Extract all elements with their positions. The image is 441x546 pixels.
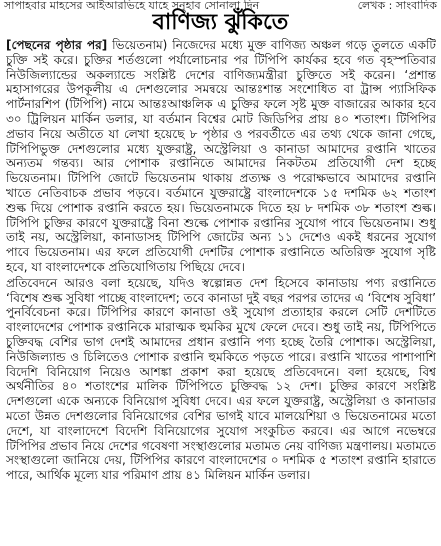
paragraph-1: [6, 38, 436, 275]
top-strip-left-text: সাপাহবার মাহসের আইআরভিহে যাহে সনুহাব সোনালা দিন: [4, 0, 260, 12]
top-strip-author: লেখক : সাংবাদিক: [357, 0, 437, 12]
continued-from-back-page: [পেছনের পৃষ্ঠার পর]: [6, 38, 108, 52]
paragraph-2: [6, 276, 436, 483]
paragraph-2-text: প্রতিবেদনে আরও বলা হয়েছে, যদিও স্বল্পোন্নত দেশ হিসেবে কানাডায় পণ্য রপ্তানিতে ‘বিশেষ শুল্ক সুবিধা পাচ্ছে বাংলাদেশ; তবে কানাডা দুই বছর পরপর তাদের এ ‘বিশেষ সুবিধা’ পুনর্বিবেচনা করে। টিপিপির কারণে কানাডা ওই সুযোগ প্রত্যাহার করলে সেটি দেশটিতে বাংলাদেশের পোশাক রপ্তানিকে মারাত্মক হুমকির মুখে ফেলে দেবে। শুধু তাই নয়, টিপিপিতে চুক্তিবদ্ধ বেশির ভাগ দেশই আমাদের প্রধান রপ্তানি পণ্য হচ্ছে তৈরি পোশাক। অস্ট্রেলিয়া, নিউজিল্যান্ড ও চিলিতেও পোশাক রপ্তানি হুমকিতে পড়তে পারে। রপ্তানি খাতের পাশাপাশি বিদেশি বিনিয়োগ নিয়েও আশঙ্কা প্রকাশ করা হয়েছে প্রতিবেদনে। বলা হয়েছে, বিশ্ব অর্থনীতির ৪০ শতাংশের মালিক টিপিপিতে চুক্তিবদ্ধ ১২ দেশ। চুক্তির কারণে সংশ্লিষ্ট দেশগুলো একে অন্যকে বিনিয়োগ সুবিধা দেবে। এর ফলে যুক্তরাষ্ট্র, অস্ট্রেলিয়া ও কানাডার মতো উন্নত দেশগুলোর বিনিয়োগের বেশির ভাগই যাবে মালয়েশিয়া ও ভিয়েতনামের মতো দেশে, যা বাংলাদেশে বিদেশি বিনিয়োগের সুযোগ সংকুচিত করবে। এর আগে নভেম্বরে টিপিপির প্রভাব নিয়ে দেশের গবেষণা সংস্থাগুলোর মতামত নেয় বাণিজ্য মন্ত্রণালয়। মতামতে সংস্থাগুলো জানিয়ে দেয়, টিপিপির কারণে বাংলাদেশের ০ দশমিক ৫ শতাংশ রপ্তানি হারাতে পারে, আর্থিক মূল্যে যার পরিমাণ প্রায় ৪১ মিলিয়ন মার্কিন ডলার।: [6, 275, 436, 483]
paragraph-1-text: ভিয়েতনাম) নিজেদের মধ্যে মুক্ত বাণিজ্য অঞ্চল গড়ে তুলতে একটি চুক্তি সই করে। চুক্তির শর্তগুলো পর্যালোচনার পর টিপিপি কার্যকর হবে গত বৃহস্পতিবার নিউজিল্যান্ডের অকল্যান্ডে সংশ্লিষ্ট দেশের বাণিজ্যমন্ত্রীরা চুক্তিতে সই করেন। ‘প্রশান্ত মহাসাগরের উপকূলীয় এ দেশগুলোর সমন্বয়ে আন্তঃশান্ত সংশোধিত বা ট্রান্স প্যাসিফিক পার্টনারশিপ (টিপিপি) নামে আন্তঃআঞ্চলিক এ চুক্তির ফলে সৃষ্ট মুক্ত বাজারের আকার হবে ৩০ ট্রিলিয়ন মার্কিন ডলার, যা বর্তমান বিশ্বের মোট জিডিপির প্রায় ৪০ শতাংশ। টিপিপির প্রভাব নিয়ে অতীতে যা লেখা হয়েছে ৮ পৃষ্ঠার ও পরবর্তীতে এর তথ্য থেকে জানা গেছে, টিপিপিভুক্ত দেশগুলোর মধ্যে যুক্তরাষ্ট্র, অস্ট্রেলিয়া ও কানাডা আমাদের রপ্তানি খাতের অন্যতম গন্তব্য। আর পোশাক রপ্তানিতে আমাদের নিকটতম প্রতিযোগী দেশ হচ্ছে ভিয়েতনাম। টিপিপি জোটে ভিয়েতনাম থাকায় প্রত্যক্ষ ও পরোক্ষভাবে আমাদের রপ্তানি খাতে নেতিবাচক প্রভাব পড়বে। বর্তমানে যুক্তরাষ্ট্রে বাংলাদেশকে ১৫ দশমিক ৬২ শতাংশ শুল্ক দিয়ে পোশাক রপ্তানি করতে হয়। ভিয়েতনামকে দিতে হয় ৮ দশমিক ৩৮ শতাংশ শুল্ক। টিপিপি চুক্তির কারণে যুক্তরাষ্ট্রে বিনা শুল্কে পোশাক রপ্তানির সুযোগ পাবে ভিয়েতনাম। শুধু তাই নয়, অস্ট্রেলিয়া, কানাডাসহ টিপিপি জোটের অন্য ১১ দেশেও একই ধরনের সুযোগ পাবে ভিয়েতনাম। এর ফলে প্রতিযোগী দেশটির পোশাক রপ্তানিতে অতিরিক্ত সুযোগ সৃষ্টি হবে, যা বাংলাদেশকে প্রতিযোগিতায় পিছিয়ে দেবে।: [6, 38, 436, 274]
article-title: বাণিজ্য ঝুঁকিতে: [152, 10, 289, 35]
article-body: [6, 38, 436, 542]
